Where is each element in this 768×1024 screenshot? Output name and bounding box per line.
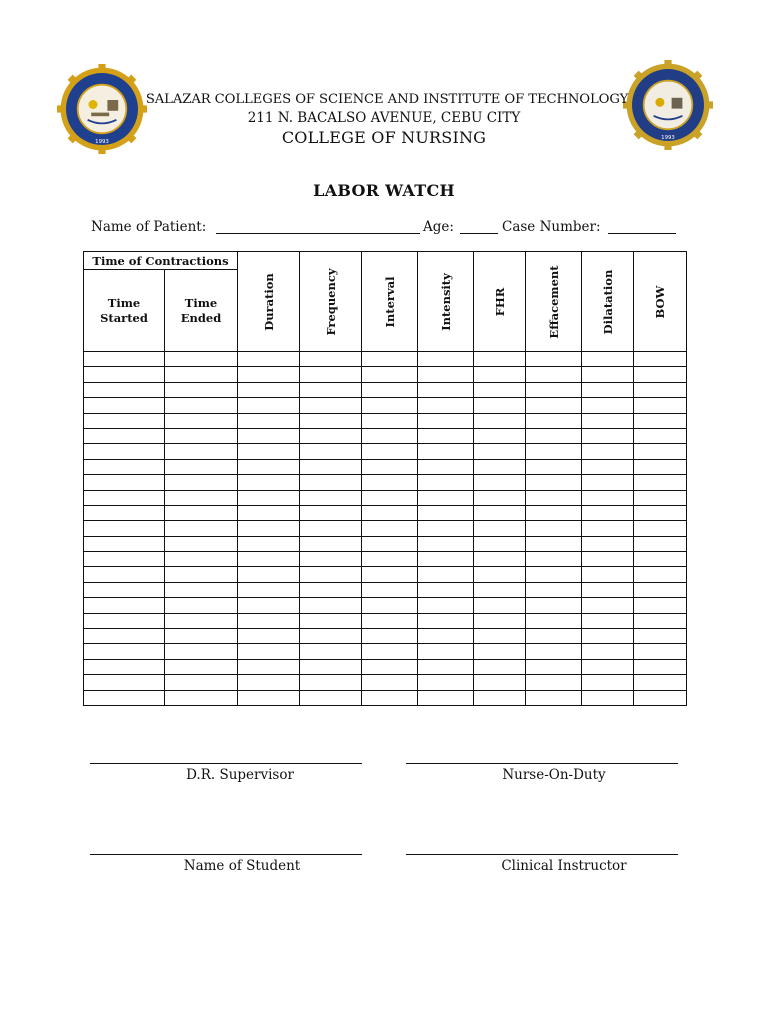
table-row: [84, 598, 687, 613]
table-cell[interactable]: [84, 352, 165, 367]
table-cell[interactable]: [634, 521, 687, 536]
table-cell[interactable]: [300, 644, 362, 659]
table-cell[interactable]: [582, 413, 634, 428]
table-cell[interactable]: [238, 352, 300, 367]
table-cell[interactable]: [84, 490, 165, 505]
table-cell[interactable]: [362, 582, 418, 597]
table-cell[interactable]: [300, 582, 362, 597]
table-cell[interactable]: [582, 582, 634, 597]
table-cell[interactable]: [300, 675, 362, 690]
table-cell[interactable]: [362, 382, 418, 397]
table-cell[interactable]: [238, 444, 300, 459]
table-cell[interactable]: [238, 521, 300, 536]
table-cell[interactable]: [362, 490, 418, 505]
table-cell[interactable]: [582, 613, 634, 628]
table-cell[interactable]: [582, 475, 634, 490]
table-cell[interactable]: [474, 552, 526, 567]
table-cell[interactable]: [582, 567, 634, 582]
table-cell[interactable]: [634, 352, 687, 367]
table-cell[interactable]: [84, 536, 165, 551]
table-cell[interactable]: [238, 459, 300, 474]
table-row: [84, 644, 687, 659]
time-of-contractions-header: Time of Contractions: [84, 252, 238, 270]
table-row: [84, 629, 687, 644]
table-cell[interactable]: [582, 644, 634, 659]
table-cell[interactable]: [165, 598, 238, 613]
table-cell[interactable]: [362, 644, 418, 659]
table-cell[interactable]: [300, 444, 362, 459]
table-cell[interactable]: [526, 490, 582, 505]
table-cell[interactable]: [84, 475, 165, 490]
table-cell[interactable]: [238, 644, 300, 659]
table-cell[interactable]: [526, 413, 582, 428]
table-cell[interactable]: [526, 690, 582, 705]
table-cell[interactable]: [300, 552, 362, 567]
table-cell[interactable]: [634, 444, 687, 459]
table-cell[interactable]: [634, 382, 687, 397]
table-cell[interactable]: [84, 629, 165, 644]
table-cell[interactable]: [362, 598, 418, 613]
table-cell[interactable]: [362, 459, 418, 474]
table-cell[interactable]: [474, 598, 526, 613]
table-cell[interactable]: [634, 490, 687, 505]
table-cell[interactable]: [300, 459, 362, 474]
table-cell[interactable]: [474, 382, 526, 397]
table-cell[interactable]: [474, 398, 526, 413]
table-cell[interactable]: [84, 459, 165, 474]
table-cell[interactable]: [165, 690, 238, 705]
table-cell[interactable]: [418, 382, 474, 397]
column-header-dilatation: Dilatation: [582, 252, 634, 352]
table-row: [84, 690, 687, 705]
table-cell[interactable]: [238, 413, 300, 428]
table-cell[interactable]: [526, 475, 582, 490]
table-cell[interactable]: [582, 690, 634, 705]
table-cell[interactable]: [238, 567, 300, 582]
table-cell[interactable]: [362, 428, 418, 443]
table-cell[interactable]: [474, 582, 526, 597]
table-cell[interactable]: [238, 505, 300, 520]
table-cell[interactable]: [300, 490, 362, 505]
table-row: [84, 413, 687, 428]
table-cell[interactable]: [418, 459, 474, 474]
table-cell[interactable]: [582, 536, 634, 551]
table-cell[interactable]: [300, 367, 362, 382]
table-cell[interactable]: [582, 367, 634, 382]
table-cell[interactable]: [84, 444, 165, 459]
table-cell[interactable]: [84, 675, 165, 690]
table-cell[interactable]: [526, 598, 582, 613]
table-cell[interactable]: [362, 675, 418, 690]
table-cell[interactable]: [634, 536, 687, 551]
dr-supervisor-label: D.R. Supervisor: [186, 767, 294, 783]
table-cell[interactable]: [362, 398, 418, 413]
table-cell[interactable]: [634, 475, 687, 490]
table-cell[interactable]: [238, 428, 300, 443]
table-cell[interactable]: [634, 428, 687, 443]
table-cell[interactable]: [526, 428, 582, 443]
table-cell[interactable]: [418, 582, 474, 597]
table-cell[interactable]: [582, 629, 634, 644]
table-cell[interactable]: [526, 659, 582, 674]
table-cell[interactable]: [165, 582, 238, 597]
table-row: [84, 659, 687, 674]
table-row: [84, 444, 687, 459]
table-cell[interactable]: [582, 444, 634, 459]
school-name: SALAZAR COLLEGES OF SCIENCE AND INSTITUTE OF TECHNOLOGY: [145, 92, 629, 107]
table-cell[interactable]: [238, 475, 300, 490]
column-header-interval: Interval: [362, 252, 418, 352]
table-cell[interactable]: [165, 367, 238, 382]
table-cell[interactable]: [474, 428, 526, 443]
table-cell[interactable]: [84, 567, 165, 582]
table-cell[interactable]: [84, 382, 165, 397]
column-header-effacement: Effacement: [526, 252, 582, 352]
svg-text:1993: 1993: [661, 135, 675, 142]
table-cell[interactable]: [418, 475, 474, 490]
table-cell[interactable]: [526, 382, 582, 397]
table-cell[interactable]: [362, 444, 418, 459]
table-cell[interactable]: [238, 659, 300, 674]
table-cell[interactable]: [418, 675, 474, 690]
form-title: LABOR WATCH: [313, 181, 455, 200]
table-cell[interactable]: [526, 367, 582, 382]
table-row: [84, 490, 687, 505]
table-cell[interactable]: [300, 428, 362, 443]
table-cell[interactable]: [165, 490, 238, 505]
table-cell[interactable]: [634, 398, 687, 413]
table-cell[interactable]: [84, 690, 165, 705]
table-cell[interactable]: [300, 598, 362, 613]
table-cell[interactable]: [526, 567, 582, 582]
table-cell[interactable]: [634, 690, 687, 705]
table-cell[interactable]: [418, 521, 474, 536]
table-cell[interactable]: [582, 490, 634, 505]
table-cell[interactable]: [526, 675, 582, 690]
table-cell[interactable]: [84, 644, 165, 659]
table-cell[interactable]: [238, 690, 300, 705]
table-cell[interactable]: [634, 567, 687, 582]
table-cell[interactable]: [165, 536, 238, 551]
table-cell[interactable]: [582, 659, 634, 674]
table-row: [84, 382, 687, 397]
table-cell[interactable]: [474, 505, 526, 520]
table-row: [84, 536, 687, 551]
table-cell[interactable]: [474, 490, 526, 505]
table-cell[interactable]: [634, 659, 687, 674]
table-cell[interactable]: [84, 505, 165, 520]
table-cell[interactable]: [526, 552, 582, 567]
column-header-intensity: Intensity: [418, 252, 474, 352]
table-cell[interactable]: [418, 552, 474, 567]
table-cell[interactable]: [300, 690, 362, 705]
table-cell[interactable]: [300, 505, 362, 520]
table-cell[interactable]: [165, 567, 238, 582]
table-cell[interactable]: [526, 521, 582, 536]
table-cell[interactable]: [84, 413, 165, 428]
table-cell[interactable]: [300, 398, 362, 413]
clinical-instructor-label: Clinical Instructor: [501, 858, 627, 874]
table-cell[interactable]: [362, 352, 418, 367]
column-header-time-ended: Time Ended: [165, 270, 238, 352]
table-cell[interactable]: [418, 398, 474, 413]
table-row: [84, 582, 687, 597]
table-cell[interactable]: [474, 629, 526, 644]
table-cell[interactable]: [300, 475, 362, 490]
table-cell[interactable]: [634, 582, 687, 597]
table-cell[interactable]: [418, 690, 474, 705]
patient-name-field[interactable]: [216, 233, 420, 234]
table-cell[interactable]: [418, 505, 474, 520]
table-cell[interactable]: [165, 382, 238, 397]
table-cell[interactable]: [474, 352, 526, 367]
table-cell[interactable]: [634, 613, 687, 628]
table-cell[interactable]: [474, 475, 526, 490]
table-cell[interactable]: [418, 352, 474, 367]
table-row: [84, 367, 687, 382]
table-row: [84, 675, 687, 690]
table-cell[interactable]: [526, 505, 582, 520]
table-cell[interactable]: [418, 598, 474, 613]
column-header-time-started: Time Started: [84, 270, 165, 352]
table-cell[interactable]: [362, 367, 418, 382]
table-cell[interactable]: [526, 629, 582, 644]
table-cell[interactable]: [238, 598, 300, 613]
table-cell[interactable]: [634, 367, 687, 382]
nurse-on-duty-signature-line[interactable]: [406, 763, 678, 764]
school-address: 211 N. BACALSO AVENUE, CEBU CITY: [247, 110, 521, 126]
table-cell[interactable]: [582, 552, 634, 567]
table-cell[interactable]: [526, 459, 582, 474]
table-cell[interactable]: [582, 352, 634, 367]
table-cell[interactable]: [526, 613, 582, 628]
table-cell[interactable]: [300, 352, 362, 367]
table-cell[interactable]: [474, 536, 526, 551]
table-cell[interactable]: [634, 459, 687, 474]
svg-text:1993: 1993: [95, 139, 109, 146]
table-cell[interactable]: [582, 459, 634, 474]
table-cell[interactable]: [526, 398, 582, 413]
table-cell[interactable]: [300, 413, 362, 428]
table-cell[interactable]: [418, 613, 474, 628]
table-cell[interactable]: [165, 521, 238, 536]
table-cell[interactable]: [634, 413, 687, 428]
table-cell[interactable]: [582, 382, 634, 397]
table-cell[interactable]: [582, 521, 634, 536]
table-cell[interactable]: [84, 613, 165, 628]
table-cell[interactable]: [474, 367, 526, 382]
table-cell[interactable]: [300, 567, 362, 582]
column-header-fhr: FHR: [474, 252, 526, 352]
table-cell[interactable]: [474, 521, 526, 536]
table-cell[interactable]: [84, 398, 165, 413]
table-cell[interactable]: [84, 367, 165, 382]
table-cell[interactable]: [362, 475, 418, 490]
table-row: [84, 475, 687, 490]
table-row: [84, 521, 687, 536]
table-row: [84, 428, 687, 443]
table-cell[interactable]: [165, 428, 238, 443]
patient-name-label: Name of Patient:: [91, 219, 207, 235]
table-cell[interactable]: [84, 521, 165, 536]
labor-watch-table: [83, 251, 687, 706]
age-field[interactable]: [460, 233, 498, 234]
table-cell[interactable]: [418, 629, 474, 644]
table-cell[interactable]: [582, 505, 634, 520]
table-cell[interactable]: [418, 428, 474, 443]
table-cell[interactable]: [84, 582, 165, 597]
table-cell[interactable]: [238, 629, 300, 644]
table-cell[interactable]: [474, 444, 526, 459]
table-cell[interactable]: [582, 398, 634, 413]
column-header-bow: BOW: [634, 252, 687, 352]
table-cell[interactable]: [634, 644, 687, 659]
table-cell[interactable]: [362, 567, 418, 582]
table-cell[interactable]: [474, 644, 526, 659]
table-cell[interactable]: [238, 367, 300, 382]
student-name-signature-line[interactable]: [90, 854, 362, 855]
table-cell[interactable]: [238, 552, 300, 567]
table-cell[interactable]: [300, 382, 362, 397]
table-cell[interactable]: [300, 659, 362, 674]
table-cell[interactable]: [634, 675, 687, 690]
table-cell[interactable]: [238, 675, 300, 690]
table-cell[interactable]: [362, 521, 418, 536]
table-cell[interactable]: [634, 629, 687, 644]
table-cell[interactable]: [582, 675, 634, 690]
nurse-on-duty-label: Nurse-On-Duty: [502, 767, 606, 783]
table-row: [84, 352, 687, 367]
table-cell[interactable]: [165, 552, 238, 567]
table-cell[interactable]: [474, 459, 526, 474]
table-cell[interactable]: [362, 613, 418, 628]
table-cell[interactable]: [238, 398, 300, 413]
table-row: [84, 505, 687, 520]
column-header-frequency: Frequency: [300, 252, 362, 352]
table-cell[interactable]: [84, 552, 165, 567]
table-cell[interactable]: [165, 398, 238, 413]
case-number-label: Case Number:: [502, 219, 601, 235]
table-row: [84, 398, 687, 413]
table-cell[interactable]: [474, 675, 526, 690]
table-cell[interactable]: [238, 490, 300, 505]
table-cell[interactable]: [165, 444, 238, 459]
table-row: [84, 613, 687, 628]
table-cell[interactable]: [474, 567, 526, 582]
table-cell[interactable]: [300, 536, 362, 551]
table-cell[interactable]: [526, 444, 582, 459]
table-cell[interactable]: [238, 582, 300, 597]
table-cell[interactable]: [165, 629, 238, 644]
table-cell[interactable]: [300, 521, 362, 536]
table-cell[interactable]: [362, 552, 418, 567]
table-cell[interactable]: [582, 428, 634, 443]
table-cell[interactable]: [418, 567, 474, 582]
table-cell[interactable]: [165, 675, 238, 690]
table-cell[interactable]: [474, 413, 526, 428]
table-cell[interactable]: [300, 629, 362, 644]
table-cell[interactable]: [165, 352, 238, 367]
name-of-student-label: Name of Student: [183, 858, 301, 874]
table-cell[interactable]: [634, 598, 687, 613]
table-cell[interactable]: [84, 428, 165, 443]
table-cell[interactable]: [362, 690, 418, 705]
table-cell[interactable]: [362, 629, 418, 644]
table-cell[interactable]: [238, 613, 300, 628]
table-cell[interactable]: [474, 690, 526, 705]
table-cell[interactable]: [165, 659, 238, 674]
table-cell[interactable]: [474, 613, 526, 628]
table-cell[interactable]: [418, 490, 474, 505]
table-cell[interactable]: [474, 659, 526, 674]
table-row: [84, 552, 687, 567]
table-cell[interactable]: [418, 367, 474, 382]
table-cell[interactable]: [238, 382, 300, 397]
table-cell[interactable]: [362, 505, 418, 520]
table-cell[interactable]: [165, 459, 238, 474]
table-cell[interactable]: [165, 613, 238, 628]
table-cell[interactable]: [526, 536, 582, 551]
table-cell[interactable]: [165, 644, 238, 659]
table-cell[interactable]: [84, 598, 165, 613]
column-header-duration: Duration: [238, 252, 300, 352]
table-cell[interactable]: [238, 536, 300, 551]
age-label: Age:: [423, 219, 454, 235]
table-cell[interactable]: [634, 552, 687, 567]
table-cell[interactable]: [418, 413, 474, 428]
table-cell[interactable]: [165, 475, 238, 490]
college-name: COLLEGE OF NURSING: [281, 128, 487, 147]
table-cell[interactable]: [165, 413, 238, 428]
table-cell[interactable]: [300, 613, 362, 628]
dr-supervisor-signature-line[interactable]: [90, 763, 362, 764]
table-cell[interactable]: [418, 644, 474, 659]
case-number-field[interactable]: [608, 233, 676, 234]
table-cell[interactable]: [84, 659, 165, 674]
table-cell[interactable]: [634, 505, 687, 520]
table-cell[interactable]: [362, 659, 418, 674]
clinical-instructor-signature-line[interactable]: [406, 854, 678, 855]
table-cell[interactable]: [418, 444, 474, 459]
table-row: [84, 567, 687, 582]
table-cell[interactable]: [165, 505, 238, 520]
table-row: [84, 459, 687, 474]
table-cell[interactable]: [526, 352, 582, 367]
table-cell[interactable]: [418, 536, 474, 551]
table-cell[interactable]: [362, 536, 418, 551]
table-cell[interactable]: [526, 582, 582, 597]
table-cell[interactable]: [418, 659, 474, 674]
table-cell[interactable]: [582, 598, 634, 613]
table-cell[interactable]: [526, 644, 582, 659]
table-cell[interactable]: [362, 413, 418, 428]
